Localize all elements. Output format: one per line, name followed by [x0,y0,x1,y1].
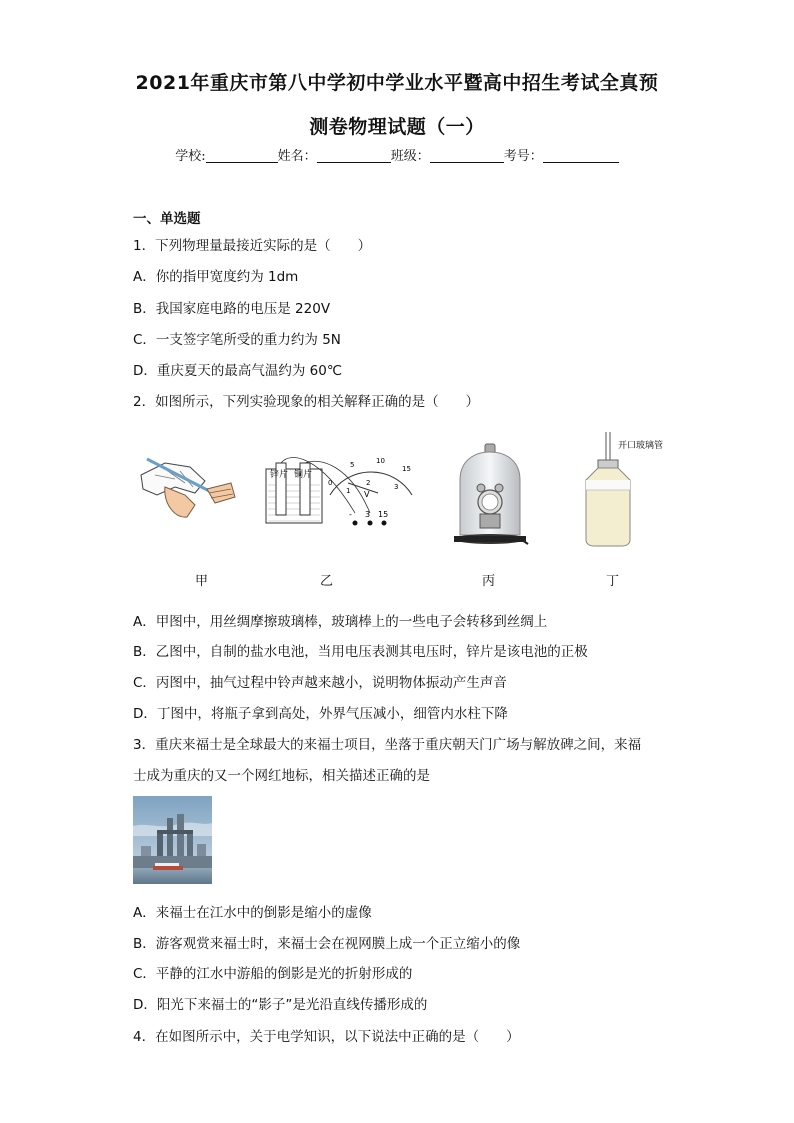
caption-ding: 丁 [606,574,620,589]
q1-option-d: D．重庆夏天的最高气温约为 60℃ [133,363,343,379]
q1-option-a: A．你的指甲宽度约为 1dm [133,269,299,285]
terminal-minus: - [349,510,352,519]
q3-option-a: A．来福士在江水中的倒影是缩小的虚像 [133,905,372,921]
scale-10: 10 [376,457,385,465]
caption-yi: 乙 [320,574,334,589]
class-field[interactable] [430,148,504,163]
scale-15: 15 [402,465,411,473]
figure-jia-silk-rubbing [135,445,245,525]
number-label: 考号： [503,149,543,164]
school-label: 学校: [175,149,206,164]
q3-stem-line2: 士成为重庆的又一个网红地标，相关描述正确的是 [133,768,430,784]
student-info-row [0,145,794,164]
q1-stem: 1．下列物理量最接近实际的是（ ） [133,238,372,254]
caption-bing: 丙 [482,574,496,589]
section-heading: 一、单选题 [133,211,201,227]
figure-ding-bottle-tube [580,430,690,550]
voltmeter-unit: V [364,490,370,499]
number-field[interactable] [543,148,619,163]
q1-option-b: B．我国家庭电路的电压是 220V [133,301,331,317]
q2-option-b: B．乙图中，自制的盐水电池，当用电压表测其电压时，锌片是该电池的正极 [133,644,588,660]
raffles-city-photo [133,796,212,884]
copper-label: 铜片 [294,470,313,480]
exam-title-line2: 测卷物理试题（一） [309,116,485,138]
inner-scale-3: 3 [394,483,399,491]
school-field[interactable] [206,148,278,163]
scale-5: 5 [350,461,355,469]
q3-option-c: C．平静的江水中游船的倒影是光的折射形成的 [133,966,413,982]
name-label: 姓名： [277,149,317,164]
class-label: 班级： [390,149,430,164]
q2-option-d: D．丁图中，将瓶子拿到高处，外界气压减小，细管内水柱下降 [133,706,508,722]
q1-option-c: C．一支签字笔所受的重力约为 5N [133,332,341,348]
caption-jia: 甲 [195,574,209,589]
q2-stem: 2．如图所示，下列实验现象的相关解释正确的是（ ） [133,394,480,410]
inner-scale-1: 1 [346,487,351,495]
terminal-3: 3 [365,510,371,519]
name-field[interactable] [317,148,391,163]
terminal-15: 15 [378,510,389,519]
q2-option-c: C．丙图中，抽气过程中铃声越来越小，说明物体振动产生声音 [133,675,507,691]
q3-stem-line1: 3．重庆来福士是全球最大的来福士项目，坐落于重庆朝天门广场与解放碑之间，来福 [133,737,642,753]
q3-option-d: D．阳光下来福士的“影子”是光沿直线传播形成的 [133,997,428,1013]
q4-stem: 4．在如图所示中，关于电学知识，以下说法中正确的是（ ） [133,1029,520,1045]
figure-yi-saltwater-battery [260,455,420,535]
figure-bing-bell-jar [450,440,530,550]
exam-title-line1: 2021年重庆市第八中学初中学业水平暨高中招生考试全真预 [135,72,659,94]
scale-0: 0 [328,479,333,487]
q2-option-a: A．甲图中，用丝绸摩擦玻璃棒，玻璃棒上的一些电子会转移到丝绸上 [133,614,548,630]
q3-option-b: B．游客观赏来福士时，来福士会在视网膜上成一个正立缩小的像 [133,936,521,952]
glass-tube-label: 开口玻璃管 [618,441,664,451]
zinc-label: 锌片 [270,470,289,480]
inner-scale-2: 2 [366,479,371,487]
